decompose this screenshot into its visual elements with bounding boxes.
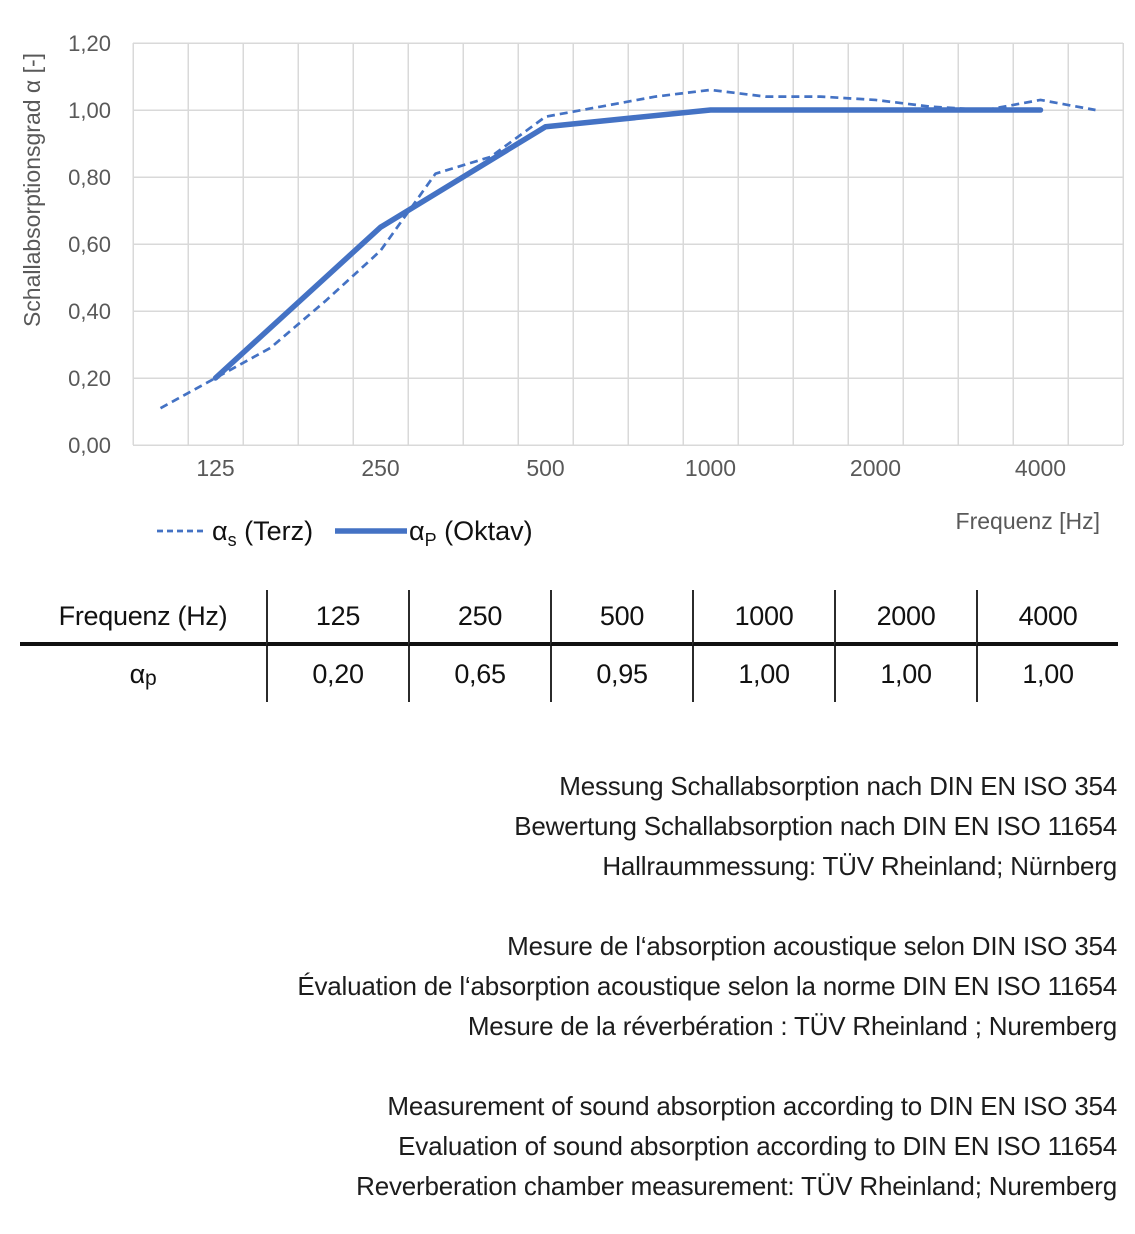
note-line: Hallraummessung: TÜV Rheinland; Nürnberg [602, 851, 1117, 881]
x-tick-label: 2000 [849, 455, 902, 481]
y-tick-label: 1,00 [68, 98, 111, 123]
x-tick-label: 250 [361, 455, 400, 481]
y-tick-label: 0,00 [68, 433, 111, 458]
y-tick-labels [68, 31, 111, 458]
table-value-125: 0,20 [266, 646, 408, 702]
table-header-frequency: Frequenz (Hz) [20, 590, 266, 646]
x-axis-title: Frequenz [Hz] [955, 508, 1100, 534]
note-line: Measurement of sound absorption according to DIN EN ISO 354 [387, 1091, 1117, 1121]
note-line: Reverberation chamber measurement: TÜV Rheinland; Nuremberg [356, 1171, 1117, 1201]
y-tick-label: 0,40 [68, 299, 111, 324]
y-tick-label: 0,20 [68, 366, 111, 391]
note-french [0, 926, 1117, 1046]
y-axis-title: Schallabsorptionsgrad α [-] [19, 52, 45, 328]
x-tick-label: 125 [196, 455, 235, 481]
y-tick-label: 0,80 [68, 165, 111, 190]
x-tick-label: 1000 [684, 455, 737, 481]
legend [157, 516, 533, 550]
table-header-4000: 4000 [976, 590, 1118, 646]
note-line: Évaluation de l‘absorption acoustique selon la norme DIN EN ISO 11654 [297, 971, 1117, 1001]
note-line: Bewertung Schallabsorption nach DIN EN ISO 11654 [514, 811, 1117, 841]
table-value-500: 0,95 [550, 646, 692, 702]
note-line: Mesure de la réverbération : TÜV Rheinland ; Nuremberg [467, 1011, 1117, 1041]
table-header-500: 500 [550, 590, 692, 646]
absorption-chart-svg [0, 0, 1135, 565]
x-tick-label: 500 [526, 455, 565, 481]
absorption-chart [0, 0, 1135, 565]
table-header-125: 125 [266, 590, 408, 646]
note-line: Messung Schallabsorption nach DIN EN ISO 354 [559, 771, 1117, 801]
x-tick-label: 4000 [1014, 455, 1067, 481]
note-german [0, 766, 1117, 886]
note-line: Evaluation of sound absorption according to DIN EN ISO 11654 [398, 1131, 1117, 1161]
table-row-label-alpha-p: α p [129, 658, 157, 690]
table-value-4000: 1,00 [976, 646, 1118, 702]
absorption-table [20, 590, 1118, 702]
table-value-2000: 1,00 [834, 646, 976, 702]
note-english [0, 1086, 1117, 1206]
table-value-250: 0,65 [408, 646, 550, 702]
table-header-2000: 2000 [834, 590, 976, 646]
x-tick-labels [196, 455, 1066, 481]
alpha-symbol: α [129, 658, 145, 689]
note-line: Mesure de l‘absorption acoustique selon DIN ISO 354 [507, 931, 1117, 961]
gridlines [133, 43, 1123, 445]
legend-oktav-label: $\alpha_P$ (Oktav) [409, 516, 533, 550]
y-tick-label: 0,60 [68, 232, 111, 257]
y-tick-label: 1,20 [68, 31, 111, 56]
table-header-1000: 1000 [692, 590, 834, 646]
table-value-1000: 1,00 [692, 646, 834, 702]
table-header-250: 250 [408, 590, 550, 646]
legend-terz-label: $\alpha_s$ (Terz) [212, 516, 314, 550]
